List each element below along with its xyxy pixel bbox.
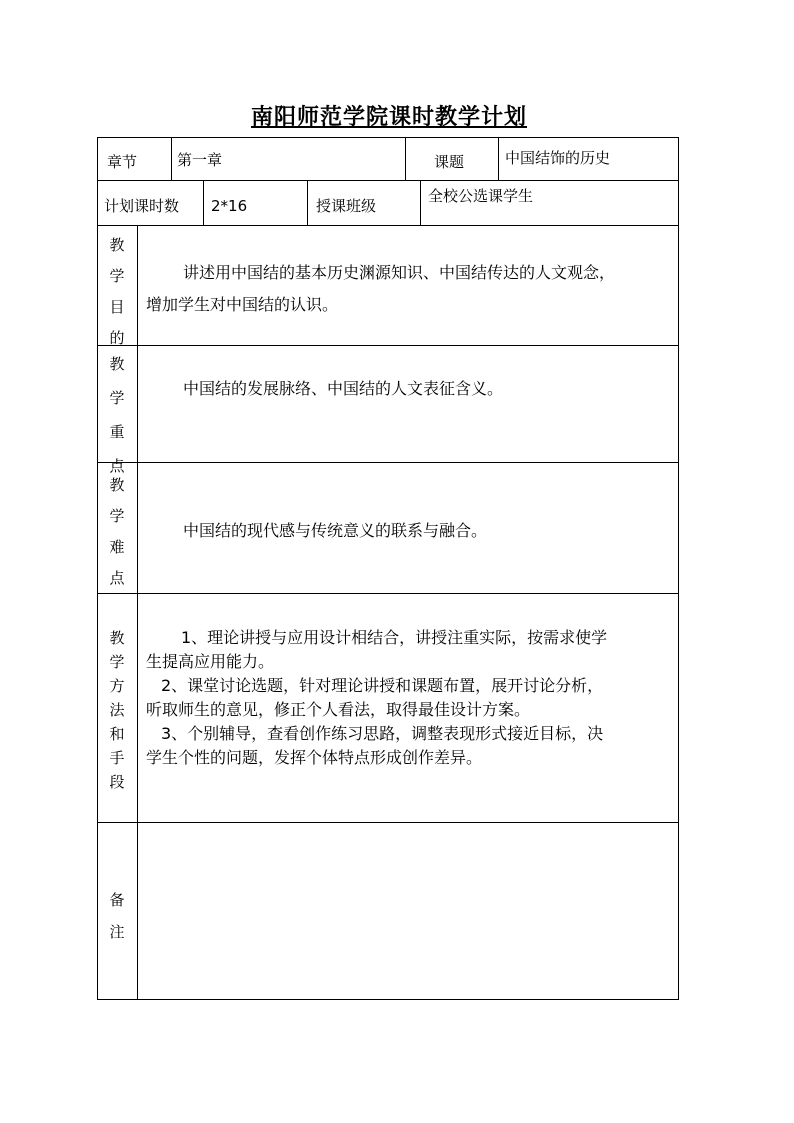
row-divider: [97, 462, 679, 463]
methods-line-2: 生提高应用能力。: [146, 652, 275, 671]
methods-line-6: 学生个性的问题，发挥个体特点形成创作差异。: [146, 748, 483, 767]
key-points-line-1: 中国结的发展脉络、中国结的人文表征含义。: [183, 379, 504, 398]
row-divider: [97, 180, 679, 181]
chapter-label: 章节: [107, 153, 138, 171]
objective-label: 教 学 目 的: [109, 236, 125, 347]
col-divider: [307, 180, 308, 225]
row-divider: [97, 345, 679, 346]
row-divider: [97, 593, 679, 594]
methods-line-1: 1、理论讲授与应用设计相结合，讲授注重实际，按需求使学: [181, 628, 608, 647]
class-value: 全校公选课学生: [428, 187, 534, 205]
row-divider: [97, 225, 679, 226]
methods-line-4: 听取师生的意见，修正个人看法，取得最佳设计方案。: [146, 700, 531, 719]
objective-line-2: 增加学生对中国结的认识。: [146, 295, 339, 314]
remarks-content: [138, 823, 678, 999]
class-label: 授课班级: [316, 197, 377, 215]
methods-line-5: 3、个别辅导，查看创作练习思路，调整表现形式接近目标，决: [161, 724, 604, 743]
objective-line-1: 讲述用中国结的基本历史渊源知识、中国结传达的人文观念，: [183, 263, 616, 282]
hours-value: 2*16: [211, 197, 248, 215]
page-title: 南阳师范学院课时教学计划: [250, 105, 527, 130]
hours-label: 计划课时数: [104, 197, 180, 215]
col-divider: [203, 180, 204, 225]
col-divider: [498, 137, 499, 180]
chapter-value: 第一章: [177, 151, 223, 169]
col-divider: [405, 137, 406, 180]
methods-line-3: 2、课堂讨论选题，针对理论讲授和课题布置，展开讨论分析，: [161, 676, 604, 695]
topic-value: 中国结饰的历史: [505, 149, 611, 167]
remarks-label: 备 注: [109, 891, 125, 941]
col-divider: [171, 137, 172, 180]
topic-label: 课题: [434, 153, 465, 171]
difficulties-line-1: 中国结的现代感与传统意义的联系与融合。: [183, 521, 488, 540]
difficulties-label: 教 学 难 点: [109, 476, 125, 587]
methods-label: 教 学 方 法 和 手 段: [109, 629, 125, 791]
key-points-label: 教 学 重 点: [109, 355, 125, 475]
col-divider: [420, 180, 421, 225]
